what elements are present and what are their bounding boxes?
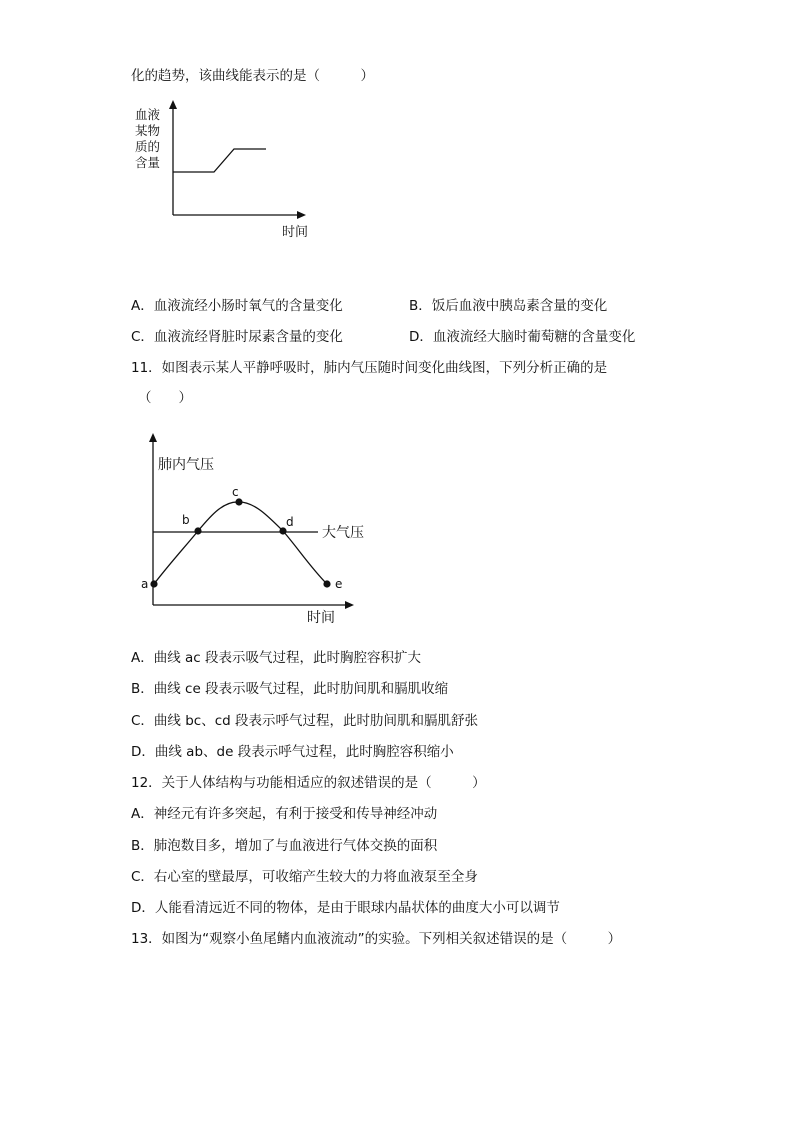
- q11-figure: [136, 430, 386, 630]
- q10-option-c: C．血液流经肾脏时尿素含量的变化: [131, 329, 343, 345]
- q11-label-e: e: [335, 577, 343, 591]
- q11-stem-paren: （ ）: [138, 390, 192, 406]
- q11-point-b: [194, 527, 201, 534]
- q10-ylabel-4: 含量: [135, 155, 161, 170]
- q11-ylabel: 肺内气压: [158, 457, 214, 473]
- q10-option-d: D．血液流经大脑时葡萄糖的含量变化: [409, 329, 636, 345]
- q12-option-a: A．神经元有许多突起，有利于接受和传导神经冲动: [131, 806, 438, 822]
- q11-label-d: d: [286, 515, 294, 529]
- q11-pressure-curve: [154, 502, 327, 584]
- q11-option-d: D．曲线 ab、de 段表示呼气过程，此时胸腔容积缩小: [131, 744, 454, 760]
- q11-xlabel: 时间: [307, 610, 335, 626]
- q11-y-arrow-icon: [149, 433, 157, 442]
- q12-stem: 12．关于人体结构与功能相适应的叙述错误的是（ ）: [131, 775, 486, 791]
- q11-label-c: c: [232, 485, 239, 499]
- q10-figure: [128, 98, 318, 248]
- q10-xlabel: 时间: [282, 225, 309, 240]
- q10-y-arrow-icon: [169, 100, 177, 109]
- q12-option-c: C．右心室的壁最厚，可收缩产生较大的力将血液泵至全身: [131, 869, 478, 885]
- q11-label-b: b: [182, 513, 190, 527]
- q13-stem: 13．如图为“观察小鱼尾鳍内血液流动”的实验。下列相关叙述错误的是（ ）: [131, 931, 622, 947]
- q12-option-b: B．肺泡数目多，增加了与血液进行气体交换的面积: [131, 838, 438, 854]
- q11-point-a: [150, 580, 157, 587]
- q11-stem: 11．如图表示某人平静呼吸时，肺内气压随时间变化曲线图，下列分析正确的是: [131, 360, 608, 376]
- q11-reference-label: 大气压: [322, 525, 364, 541]
- q10-ylabel-2: 某物: [135, 123, 161, 138]
- q11-point-e: [323, 580, 330, 587]
- q10-ylabel-3: 质的: [135, 139, 161, 154]
- q10-x-arrow-icon: [297, 211, 306, 219]
- q11-option-a: A．曲线 ac 段表示吸气过程，此时胸腔容积扩大: [131, 650, 422, 666]
- q11-option-c: C．曲线 bc、cd 段表示呼气过程，此时肋间肌和膈肌舒张: [131, 713, 478, 729]
- q11-option-b: B．曲线 ce 段表示吸气过程，此时肋间肌和膈肌收缩: [131, 681, 449, 697]
- q11-label-a: a: [141, 577, 149, 591]
- q10-curve: [173, 149, 266, 172]
- q10-option-b: B．饭后血液中胰岛素含量的变化: [409, 298, 608, 314]
- q10-option-a: A．血液流经小肠时氧气的含量变化: [131, 298, 343, 314]
- q10-ylabel-1: 血液: [135, 107, 161, 122]
- q11-x-arrow-icon: [345, 601, 354, 609]
- q10-stem-tail: 化的趋势，该曲线能表示的是（ ）: [131, 68, 374, 84]
- q11-point-c: [235, 498, 242, 505]
- q12-option-d: D．人能看清远近不同的物体，是由于眼球内晶状体的曲度大小可以调节: [131, 900, 560, 916]
